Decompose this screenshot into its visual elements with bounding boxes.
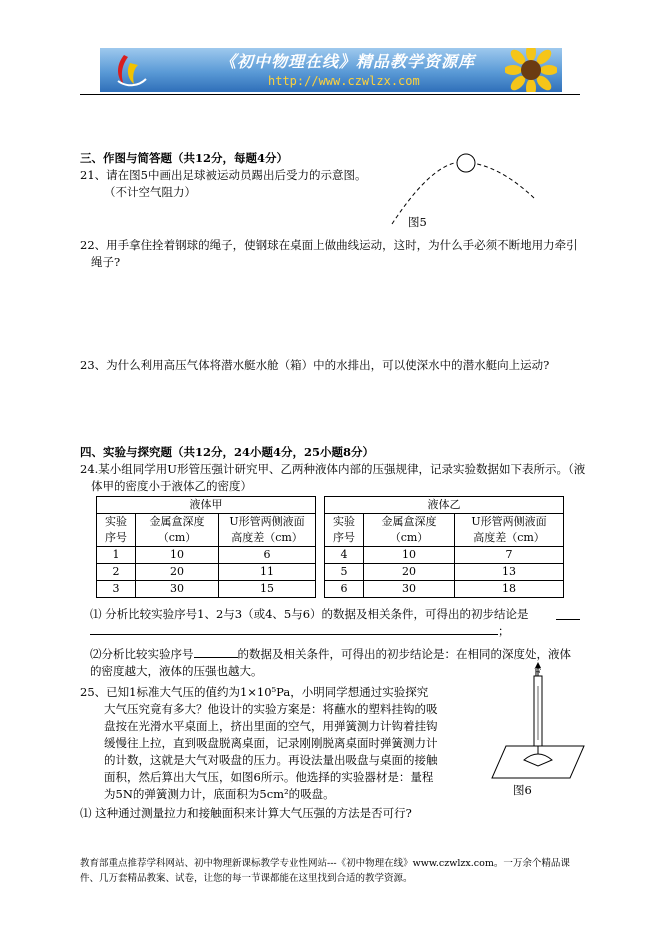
header-cell: U形管两侧液面 高度差（cm） [455,514,564,547]
q25-line: 大气压究竟有多大？他设计的实验方案是：将蘸水的塑料挂钩的吸 [104,702,438,716]
header-rule [80,94,580,95]
banner-title: 《初中物理在线》精品教学资源库 [220,52,476,71]
q25-line: 盘按在光滑水平桌面上，挤出里面的空气，用弹簧测力计钩着挂钩 [104,719,438,733]
logo-icon [110,51,150,89]
q24-part2-cont: 的密度越大，液体的压强也越大。 [90,664,263,678]
header-cell: 金属盒深度 （cm） [364,514,455,547]
sunflower-icon [505,48,557,92]
section4-heading: 四、实验与探究题（共12分，24小题4分，25小题8分） [80,445,375,459]
banner-url: http://www.czwlzx.com [268,74,420,88]
table-title: 液体甲 [97,497,316,514]
footer-line: 教育部重点推荐学科网站、初中物理新课标教学专业性网站---《初中物理在线》www.czwlzx.com。一万余个精品课 [80,858,570,869]
q25-line: 为5N的弹簧测力计，底面积为5cm²的吸盘。 [104,787,335,801]
table-row: 3 30 15 [97,580,316,597]
q24-part1: ⑴ 分析比较实验序号1、2与3（或4、5与6）的数据及相关条件，可得出的初步结论是 [90,607,529,621]
header-cell: 实验 序号 [325,514,364,547]
q22-text: 22、用手拿住拴着钢球的绳子，使钢球在桌面上做曲线运动，这时，为什么手必须不断地用力牵引 [80,238,578,252]
q21-note: （不计空气阻力） [104,185,196,199]
q24-text: 24.某小组同学用U形管压强计研究甲、乙两种液体内部的压强规律，记录实验数据如下表所示。（液 [80,462,586,476]
table-row: 1 10 6 [97,546,316,563]
figure5-caption: 图5 [408,215,427,229]
q23-text: 23、为什么利用高压气体将潜水艇水舱（箱）中的水排出，可以使深水中的潜水艇向上运动? [80,358,550,372]
q24-part2: ⑵分析比较实验序号 的数据及相关条件，可得出的初步结论是：在相同的深度处，液体 [90,647,571,661]
table-title: 液体乙 [325,497,564,514]
q25-line: 面积，然后算出大气压，如图6所示。他选择的实验器材是：量程 [104,770,434,784]
answer-blank [556,619,580,620]
q25-line: 缓慢往上拉，直到吸盘脱离桌面，记录刚刚脱离桌面时弹簧测力计 [104,736,438,750]
table-row: 5 20 13 [325,563,564,580]
answer-blank [90,634,498,635]
table-liquid-a [96,496,316,598]
header-banner [100,48,562,92]
header-cell: U形管两侧液面 高度差（cm） [219,514,316,547]
q25-line: 25、已知1标准大气压的值约为1×10⁵Pa，小明同学想通过实验探究 [80,685,429,699]
table-row: 6 30 18 [325,580,564,597]
table-liquid-b [324,496,564,598]
q25-line: 的计数，这就是大气对吸盘的压力。再设法量出吸盘与桌面的接触 [104,753,438,767]
q25-part1: ⑴ 这种通过测量拉力和接触面积来计算大气压强的方法是否可行? [80,806,412,820]
header-cell: 金属盒深度 （cm） [136,514,219,547]
football-ball [457,154,475,172]
force-label: F [534,668,541,679]
q24-text-cont: 体甲的密度小于液体乙的密度） [91,479,252,493]
figure6-caption: 图6 [513,783,532,797]
q24-part1-end: ； [498,624,510,638]
answer-blank [194,645,238,658]
section3-heading: 三、作图与简答题（共12分，每题4分） [80,151,289,165]
table-row: 4 10 7 [325,546,564,563]
footer-line: 件、几万套精品教案、试卷，让您的每一节课都能在这里找到合适的教学资源。 [80,873,413,884]
q22-text-cont: 绳子? [91,255,121,269]
table-row: 2 20 11 [97,563,316,580]
header-cell: 实验 序号 [97,514,136,547]
q21-text: 21、请在图5中画出足球被运动员踢出后受力的示意图。 [80,168,367,182]
suction-cup [524,754,552,766]
